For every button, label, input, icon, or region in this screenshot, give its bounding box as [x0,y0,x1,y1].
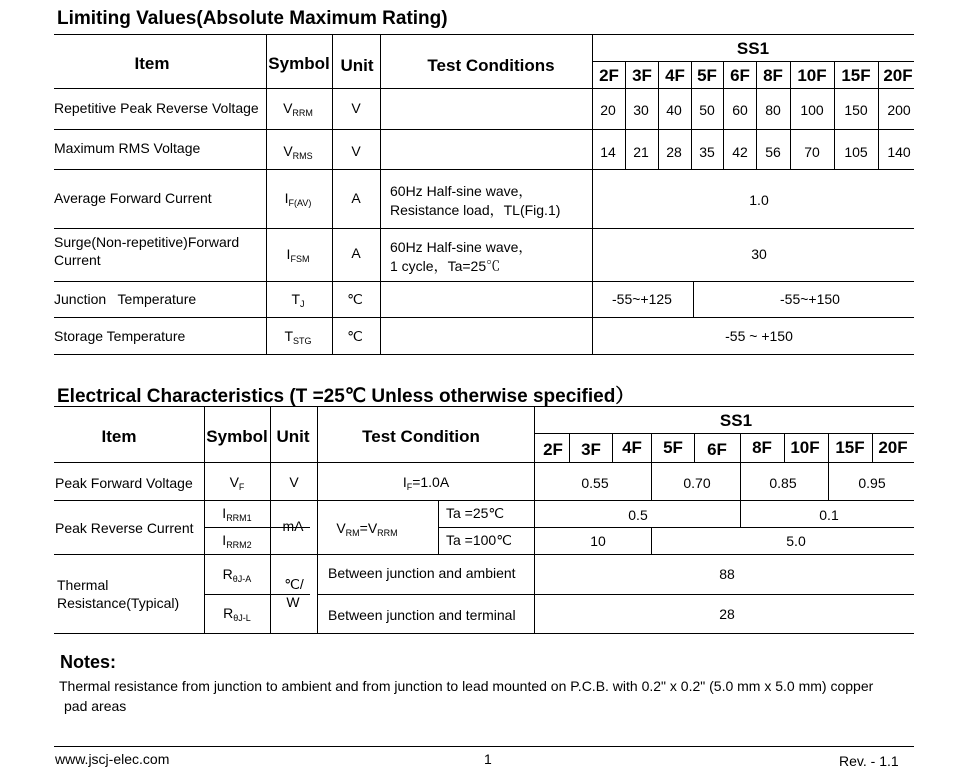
row-symbol: $R_{\theta J-L}$ [223,605,251,623]
row-value: 28 [719,606,735,622]
row-item-label: Resistance(Typical) [57,595,180,611]
row-unit: V [351,143,361,159]
row-unit: ℃ [347,291,363,307]
variant-header: 2F [543,440,563,459]
row-value: 60 [732,102,748,118]
row-unit: W [286,594,300,610]
header-item: Item [134,54,170,73]
limiting-title: Limiting Values(Absolute Maximum Rating) [57,8,448,29]
row-symbol: $T_J$ [291,291,305,309]
row-value: 50 [699,102,715,118]
row-value: 0.1 [819,507,839,523]
row-value: 5.0 [786,533,806,549]
row-condition: Between junction and ambient [328,565,516,581]
row-condition: 60Hz Half-sine wave， [390,183,533,199]
row-unit: ℃ [347,328,363,344]
row-value: 42 [732,144,748,160]
header-group-ss1: SS1 [736,39,770,58]
row-symbol: $R_{\theta J-A}$ [222,566,252,584]
row-item-label: Repetitive Peak Reverse Voltage [54,100,259,116]
variant-header: 3F [632,66,652,85]
row-value: 105 [844,144,868,160]
row-item-label: Maximum RMS Voltage [54,140,201,156]
row-value: 21 [633,144,649,160]
row-value: 28 [666,144,682,160]
variant-header: 15F [835,438,865,457]
row-value: 30 [751,246,767,262]
electrical-title: Electrical Characteristics (T =25℃ Unless otherwise specified） [57,386,635,407]
row-value: 200 [887,102,911,118]
row-item-label: Surge(Non-repetitive)Forward [54,234,240,250]
row-condition-ta: Ta =25℃ [446,505,505,521]
row-item-label: Thermal [57,577,109,593]
row-symbol: $I_{RRM2}$ [222,532,252,550]
row-value: 0.95 [858,475,886,491]
row-condition: Resistance load，TL(Fig.1) [390,202,561,218]
header-item: Item [101,427,137,446]
row-value: 140 [887,144,911,160]
row-value: 0.85 [769,475,797,491]
row-symbol: $I_{RRM1}$ [222,505,252,523]
header-group-ss1: SS1 [719,411,753,430]
row-value: 70 [804,144,820,160]
row-condition: Between junction and terminal [328,607,516,623]
row-value: 0.5 [628,507,648,523]
row-value: 14 [600,144,616,160]
header-unit: Unit [276,427,310,446]
row-value: 100 [800,102,824,118]
variant-header: 2F [599,66,619,85]
row-value: 0.55 [581,475,609,491]
notes-line: pad areas [64,698,127,714]
footer-page-number: 1 [484,751,492,767]
row-unit: V [351,100,361,116]
row-symbol: $V_F$ [229,474,245,492]
row-value: 30 [633,102,649,118]
header-test-conditions: Test Conditions [427,56,555,75]
header-test-condition: Test Condition [362,427,480,446]
row-unit: A [351,190,361,206]
notes-title: Notes: [60,652,117,672]
footer-revision: Rev. - 1.1 [839,753,899,769]
row-item-label: Peak Reverse Current [55,520,194,536]
header-unit: Unit [340,56,374,75]
row-value: 40 [666,102,682,118]
row-value: -55~+125 [612,291,672,307]
variant-header: 20F [883,66,913,85]
variant-header: 6F [707,440,727,459]
variant-header: 4F [622,438,642,457]
row-condition: $I_F=1.0A$ [402,474,450,492]
row-value: 88 [719,566,735,582]
row-condition: 1 cycle，Ta=25℃ [390,258,501,274]
footer-divider [54,746,914,747]
variant-header: 5F [663,438,683,457]
notes-line: Thermal resistance from junction to ambient and from junction to lead mounted on P.C.B. with 0.2" x 0.2" (5.0 mm x 5.0 mm) copper [59,678,874,694]
variant-header: 3F [581,440,601,459]
variant-header: 15F [841,66,871,85]
row-condition: 60Hz Half-sine wave， [390,239,533,255]
row-value: 1.0 [749,192,769,208]
row-symbol: $V_{RMS}$ [283,143,313,161]
variant-header: 20F [878,438,908,457]
row-unit: V [289,474,299,490]
variant-header: 10F [790,438,820,457]
header-symbol: Symbol [206,427,268,446]
row-unit: mA [282,518,304,534]
row-value: -55 ~ +150 [725,328,793,344]
row-value: 20 [600,102,616,118]
row-unit: ℃/ [284,576,304,592]
header-symbol: Symbol [268,54,330,73]
row-item-label: Average Forward Current [54,190,212,206]
row-value: 35 [699,144,715,160]
row-item-label: Current [54,252,101,268]
row-condition: $V_{RM}=V_{RRM}$ [336,520,398,538]
variant-header: 10F [797,66,827,85]
row-value: 10 [590,533,606,549]
row-item-label: Peak Forward Voltage [55,475,193,491]
row-item-label: Storage Temperature [54,328,186,344]
variant-header: 6F [730,66,750,85]
row-unit: A [351,245,361,261]
row-symbol: $V_{RRM}$ [283,100,313,118]
row-item-label: Junction Temperature [54,291,197,307]
row-condition-ta: Ta =100℃ [446,532,512,548]
row-value: 56 [765,144,781,160]
row-symbol: $T_{STG}$ [284,328,312,346]
row-value: -55~+150 [780,291,840,307]
variant-header: 5F [697,66,717,85]
row-symbol: $I_{F(AV)}$ [284,190,312,208]
variant-header: 8F [752,438,772,457]
row-value: 150 [844,102,868,118]
variant-header: 8F [763,66,783,85]
row-symbol: $I_{FSM}$ [286,246,310,264]
variant-header: 4F [665,66,685,85]
footer-website: www.jscj-elec.com [55,751,170,767]
row-value: 0.70 [683,475,711,491]
row-value: 80 [765,102,781,118]
